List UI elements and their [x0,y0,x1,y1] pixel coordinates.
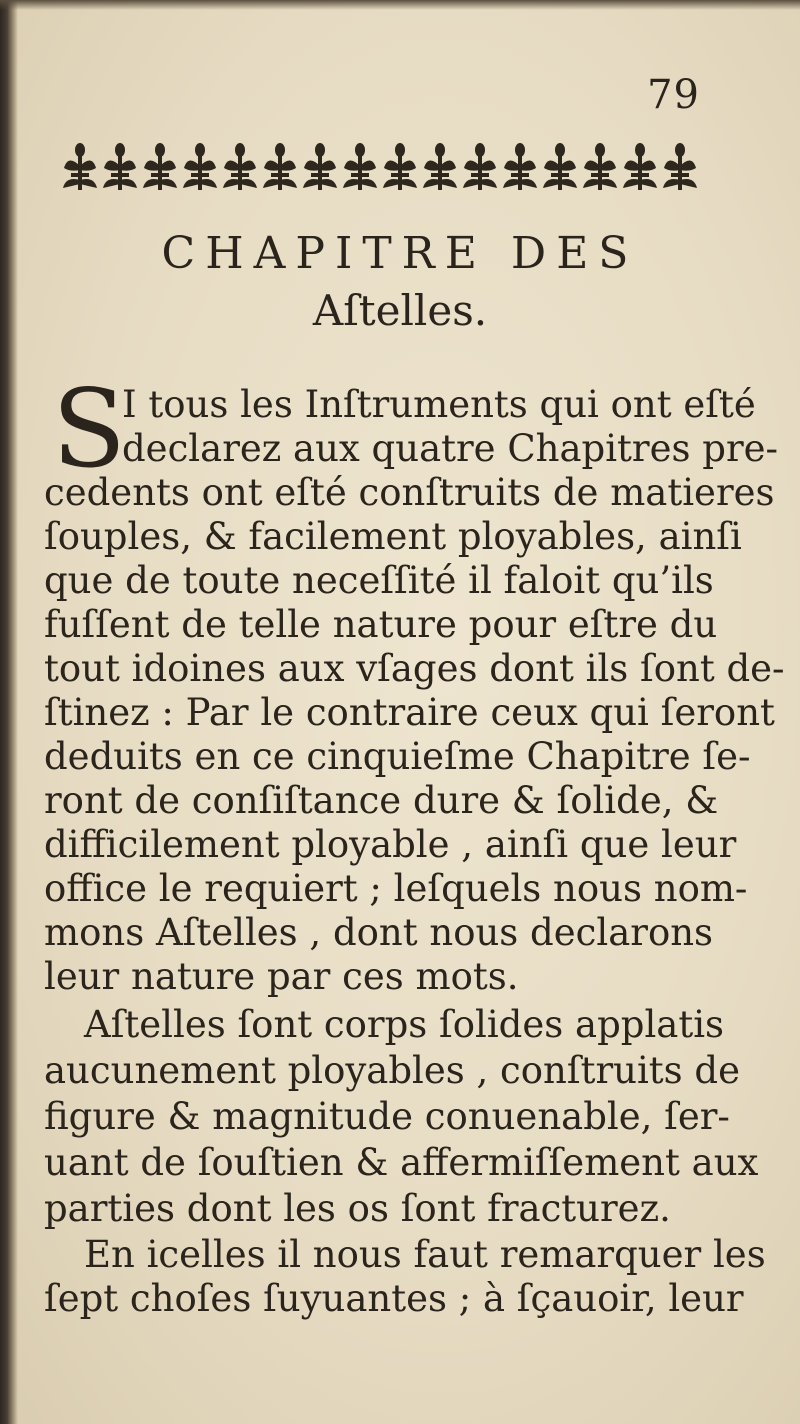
text-line: mons Aſtelles , dont nous declarons [44,911,714,954]
text-line: I tous les Inſtruments qui ont eſté [122,383,756,426]
text-line: tout idoines aux vſages dont ils ſont de- [44,647,785,690]
page-top-edge [0,0,800,10]
fleuron-icon [463,143,497,190]
book-spine-shadow [0,0,18,1424]
fleuron-icon [623,143,657,190]
fleuron-icon [183,143,217,190]
drop-cap: S [52,367,126,492]
text-line: fuſſent de telle nature pour eſtre du [44,603,718,646]
fleuron-icon [663,143,697,190]
text-line: ſouples, & facilement ployables, ainſi [44,515,742,558]
text-line: office le requiert ; leſquels nous nom- [44,867,748,910]
fleuron-icon [263,143,297,190]
fleuron-icon [543,143,577,190]
chapter-subtitle: Aſtelles. [312,286,488,335]
fleuron-icon [423,143,457,190]
fleuron-icon [503,143,537,190]
text-line: parties dont les os ſont fracturez. [44,1187,671,1230]
fleuron-icon [143,143,177,190]
text-line: cedents ont eſté conſtruits de matieres [44,471,775,514]
fleuron-icon [583,143,617,190]
page-number: 79 [647,72,700,118]
fleuron-band-icon [60,142,700,202]
text-line: que de toute neceſſité il faloit qu’ils [44,559,714,602]
text-line: difficilement ployable , ainſi que leur [44,823,737,866]
fleuron-icon [103,143,137,190]
chapter-title: CHAPITRE DES [161,228,639,279]
text-line: ront de conſiſtance dure & ſolide, & [44,779,719,822]
text-line: declarez aux quatre Chapitres pre- [122,427,779,470]
text-line: deduits en ce cinquieſme Chapitre ſe- [44,735,751,778]
text-line: leur nature par ces mots. [44,955,519,998]
text-line: figure & magnitude conuenable, ſer- [44,1095,730,1138]
fleuron-icon [343,143,377,190]
fleuron-icon [63,143,97,190]
text-line: ſept choſes ſuyuantes ; à ſçauoir, leur [44,1277,744,1320]
text-line: En icelles il nous faut remarquer les [84,1233,766,1276]
text-line: Aſtelles ſont corps ſolides applatis [84,1003,725,1046]
fleuron-icon [223,143,257,190]
text-line: uant de ſouſtien & affermiſſement aux [44,1141,759,1184]
text-line: ſtinez : Par le contraire ceux qui ſeront [44,691,775,734]
fleuron-icon [383,143,417,190]
fleuron-icon [303,143,337,190]
text-line: aucunement ployables , conſtruits de [44,1049,740,1092]
